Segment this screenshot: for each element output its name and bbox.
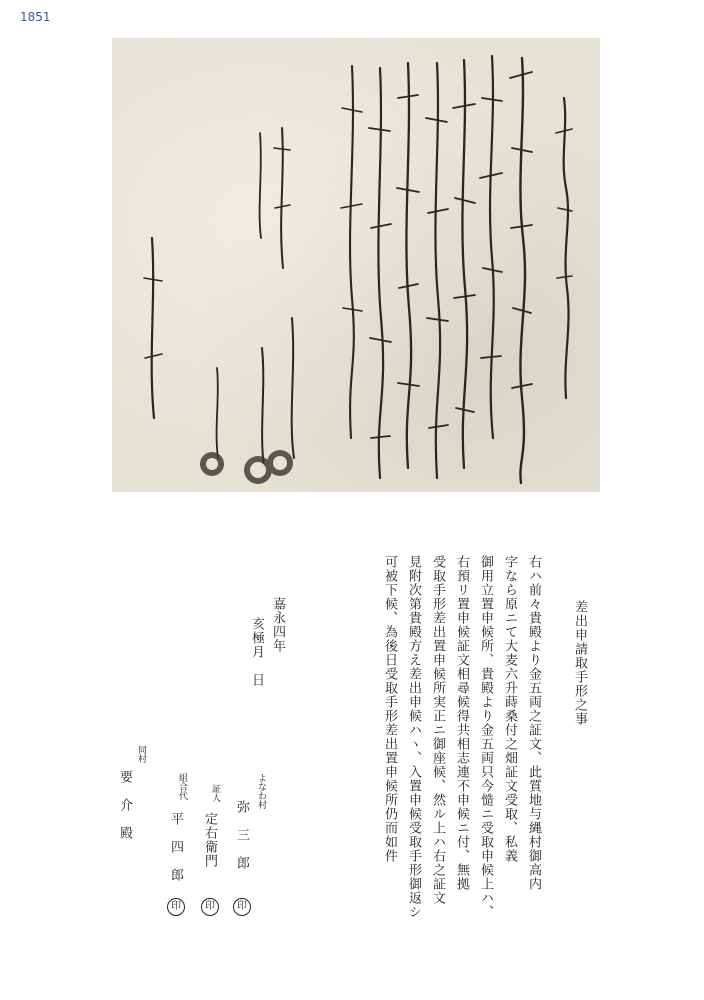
body-line-4: 右預リ置申候証文相尋候得共相志連不申候ニ付、無拠 [454,555,469,891]
village-name: よなわ村 [256,773,266,809]
seal-mark: 印 [167,898,185,916]
addressee-name: 要 介 殿 [117,770,132,840]
body-line-7: 可被下候、為後日受取手形差出置申候所仍而如件 [382,555,397,863]
date-year: 嘉永四年 [270,597,285,653]
signer-2-name: 定右衛門 [202,812,217,868]
addressee-village: 同村 [136,745,146,763]
body-line-1: 右ハ前々貴殿より金五両之証文、此質地与縄村御高内 [526,555,541,891]
body-line-3: 御用立置申候所、貴殿より金五両只今慥ニ受取申候上ハ、 [478,555,493,919]
manuscript-handwriting [112,38,600,492]
seal-mark: 印 [233,898,251,916]
signer-1-name: 弥 三 郎 [234,800,249,870]
body-line-6: 見附次第貴殿方え差出申候ハヽ、入置申候受取手形御返シ [406,555,421,919]
document-title: 差出申請取手形之事 [572,600,587,726]
date-month: 亥極月 日 [249,617,264,687]
proxy-role: 組合代 [177,773,187,800]
page-number: 1851 [20,10,51,24]
manuscript-photo [112,38,600,492]
body-line-5: 受取手形差出置申候所実正ニ御座候、然ル上ハ右之証文 [430,555,445,905]
body-line-2: 字なら原ニて大麦六升蒔桑付之畑証文受取、私義 [502,555,517,863]
witness-role: 証人 [210,784,220,802]
signer-3-name: 平 四 郎 [168,812,183,882]
seal-mark: 印 [201,898,219,916]
